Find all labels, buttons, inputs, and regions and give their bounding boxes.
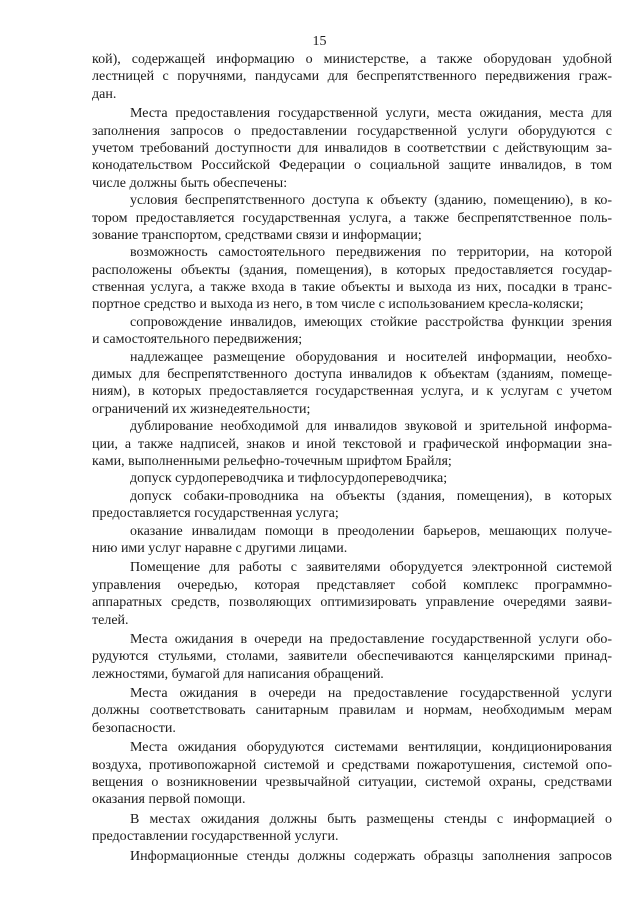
text-line: ками, выполненными рельефно-точечным шрифтом Брайля; — [92, 453, 452, 469]
text-line: воздуха, противопожарной системой и средствами пожаротушения, системой опо- — [92, 757, 612, 773]
text-line: Места ожидания оборудуются системами вентиляции, кондиционирования — [130, 740, 612, 756]
text-line: управления очередью, которая представляет собой комплекс программно- — [92, 577, 612, 593]
text-line: допуск собаки-проводника на объекты (здания, помещения), в которых — [130, 488, 612, 504]
text-line: возможность самостоятельного передвижения по территории, на которой — [130, 245, 612, 261]
text-line: лестницей с поручнями, пандусами для беспрепятственного передвижения граж- — [92, 69, 612, 85]
text-line: Места предоставления государственной услуги, места ожидания, места для — [130, 106, 612, 122]
text-line: ограничений их жизнедеятельности; — [92, 401, 311, 417]
text-line: оказания первой помощи. — [92, 792, 246, 808]
text-line: нию ими услуг наравне с другими лицами. — [92, 540, 348, 556]
text-line: расположены объекты (здания, помещения), в которых предоставляется государ- — [92, 262, 612, 278]
text-line: лежностями, бумагой для написания обращений. — [92, 666, 384, 682]
text-line: безопасности. — [92, 720, 176, 736]
text-line: предоставлении государственной услуги. — [92, 829, 339, 845]
text-line: сопровождение инвалидов, имеющих стойкие расстройства функции зрения — [130, 314, 612, 330]
text-line: заполнения запросов о предоставлении государственной услуги оборудуются с — [92, 123, 612, 139]
text-line: зование транспортом, средствами связи и информации; — [92, 227, 422, 243]
text-line: учетом требований доступности для инвалидов в соответствии с действующим за- — [92, 140, 612, 156]
text-line: вещения о возникновении чрезвычайной ситуации, системой охраны, средствами — [92, 775, 612, 791]
text-line: ниям), в которых предоставляется государственная услуга, и к услугам с учетом — [92, 384, 612, 400]
text-line: числе должны быть обеспечены: — [92, 175, 288, 191]
text-line: надлежащее размещение оборудования и носителей информации, необхо- — [130, 349, 612, 365]
text-line: ции, а также надписей, знаков и иной текстовой и графической информации зна- — [92, 436, 612, 452]
text-line: аппаратных средств, позволяющих оптимизировать управление очередями заяви- — [92, 595, 612, 611]
text-line: должны соответствовать санитарным правилам и нормам, необходимым мерам — [92, 703, 612, 719]
text-line: и самостоятельного передвижения; — [92, 332, 303, 348]
text-line: Места ожидания в очереди на предоставление государственной услуги обо- — [130, 631, 612, 647]
text-line: портное средство и выхода из него, в том числе с использованием кресла-коляски; — [92, 297, 584, 313]
page-number: 15 — [312, 34, 327, 49]
body-text — [92, 51, 612, 865]
text-line: тором предоставляется государственная услуга, а также беспрепятственное поль- — [92, 210, 612, 226]
text-line: дублирование необходимой для инвалидов звуковой и зрительной информа- — [130, 419, 612, 435]
text-line: Информационные стенды должны содержать образцы заполнения запросов — [130, 848, 612, 864]
text-line: конодательством Российской Федерации о социальной защите инвалидов, в том — [92, 158, 612, 174]
text-line: В местах ожидания должны быть размещены стенды с информацией о — [130, 811, 612, 827]
text-line: ственная услуга, а также входа в такие объекты и выхода из них, посадки в транс- — [92, 280, 612, 296]
text-line: дан. — [92, 86, 117, 102]
text-line: Помещение для работы с заявителями оборудуется электронной системой — [130, 560, 612, 576]
text-line: рудуются стульями, столами, заявители обеспечиваются канцелярскими принад- — [92, 649, 612, 665]
text-line: предоставляется государственная услуга; — [92, 506, 339, 522]
text-line: димых для беспрепятственного доступа инвалидов к объектам (зданиям, помеще- — [92, 367, 612, 383]
text-line: Места ожидания в очереди на предоставление государственной услуги — [130, 686, 612, 702]
text-line: телей. — [92, 612, 129, 628]
text-line: допуск сурдопереводчика и тифлосурдопереводчика; — [130, 471, 448, 487]
text-line: кой), содержащей информацию о министерстве, а также оборудован удобной — [92, 52, 612, 67]
text-line: условия беспрепятственного доступа к объекту (зданию, помещению), в ко- — [130, 193, 612, 209]
text-line: оказание инвалидам помощи в преодолении барьеров, мешающих получе- — [130, 523, 612, 539]
